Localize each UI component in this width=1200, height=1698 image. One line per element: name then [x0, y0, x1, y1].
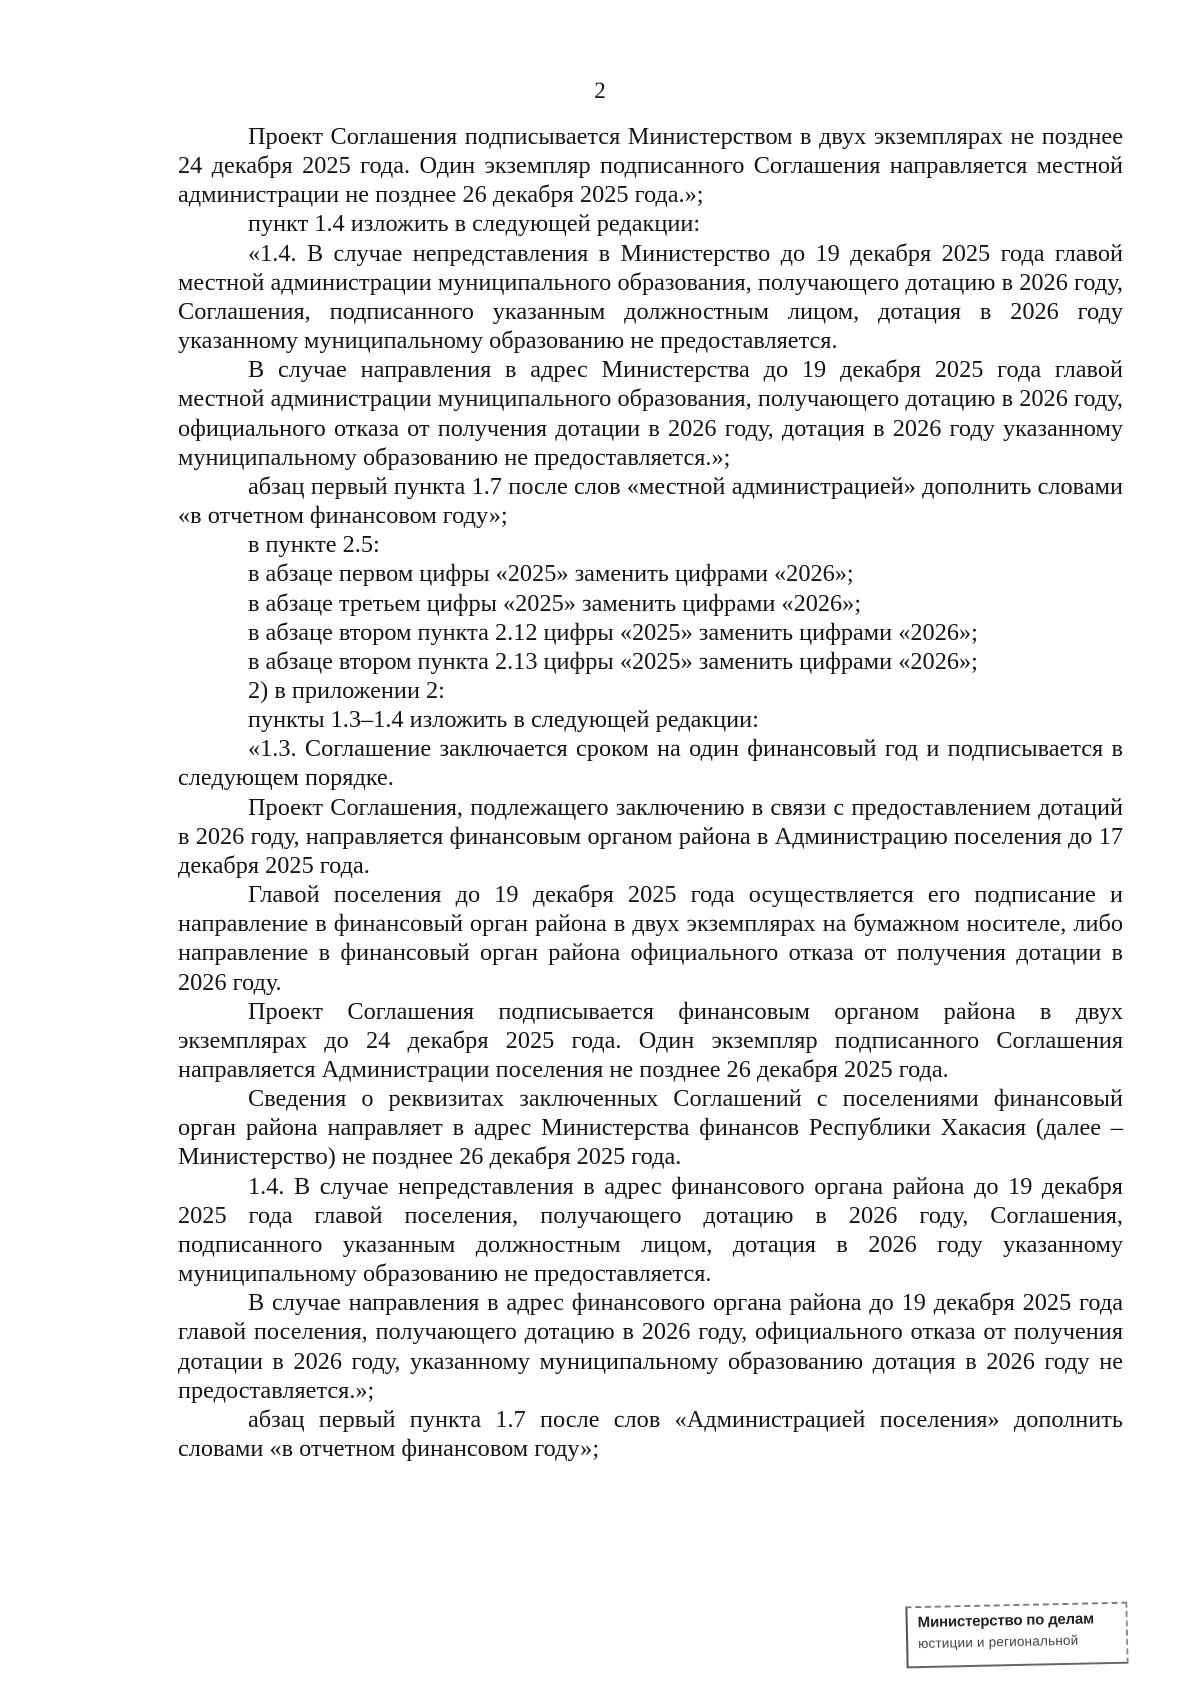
- paragraph: «1.4. В случае непредставления в Министерство до 19 декабря 2025 года главой местной администрации муниципального образования, получающего дотацию в 2026 году, Соглашения, подписанного указанным должностным лицом, дотация в 2026 году указанному муниципальному образованию не предоставляется.: [178, 239, 1123, 355]
- document-body: [178, 122, 1123, 1463]
- paragraph: в абзаце первом цифры «2025» заменить цифрами «2026»;: [248, 560, 854, 588]
- paragraph: Проект Соглашения, подлежащего заключению в связи с предоставлением дотаций в 2026 году, направляется финансовым органом района в Администрацию поселения до 17 декабря 2025 года.: [178, 793, 1123, 879]
- ministry-stamp: [905, 1602, 1128, 1669]
- paragraph: Сведения о реквизитах заключенных Соглашений с поселениями финансовый орган района направляет в адрес Министерства финансов Республики Хакасия (далее – Министерство) не позднее 26 декабря 2025 года.: [178, 1085, 1123, 1171]
- page-number: 2: [594, 78, 606, 103]
- paragraph: Проект Соглашения подписывается финансовым органом района в двух экземплярах до 24 декабря 2025 года. Один экземпляр подписанного Соглашения направляется Администрации поселения не позднее 26 декабря 2025 года.: [178, 997, 1123, 1083]
- stamp-line: юстиции и региональной: [918, 1632, 1079, 1652]
- paragraph: В случае направления в адрес Министерства до 19 декабря 2025 года главой местной администрации муниципального образования, получающего дотацию в 2026 году, официального отказа от получения дотации в 2026 году, дотация в 2026 году указанному муниципальному образованию не предоставляется.»;: [178, 356, 1123, 471]
- paragraph: В случае направления в адрес финансового органа района до 19 декабря 2025 года главой поселения, получающего дотацию в 2026 году, официального отказа от получения дотации в 2026 году, указанному муниципальному образованию дотация в 2026 году не предоставляется.»;: [178, 1289, 1123, 1404]
- paragraph: Главой поселения до 19 декабря 2025 года осуществляется его подписание и направление в финансовый орган района в двух экземплярах на бумажном носителе, либо направление в финансовый орган района официального отказа от получения дотации в 2026 году.: [178, 881, 1123, 996]
- paragraph: в пункте 2.5:: [248, 531, 380, 559]
- stamp-line: Министерство по делам: [917, 1610, 1095, 1632]
- paragraph: в абзаце втором пункта 2.13 цифры «2025» заменить цифрами «2026»;: [248, 647, 978, 675]
- paragraph: в абзаце втором пункта 2.12 цифры «2025» заменить цифрами «2026»;: [248, 618, 978, 646]
- paragraph: «1.3. Соглашение заключается сроком на один финансовый год и подписывается в следующем порядке.: [178, 735, 1123, 792]
- paragraph: абзац первый пункта 1.7 после слов «Администрацией поселения» дополнить словами «в отчетном финансовом году»;: [178, 1405, 1123, 1463]
- paragraph: 1.4. В случае непредставления в адрес финансового органа района до 19 декабря 2025 года главой поселения, получающего дотацию в 2026 году, Соглашения, подписанного указанным должностным лицом, дотация в 2026 году указанному муниципальному образованию не предоставляется.: [178, 1172, 1123, 1288]
- paragraph: Проект Соглашения подписывается Министерством в двух экземплярах не позднее 24 декабря 2025 года. Один экземпляр подписанного Соглашения направляется местной администрации не позднее 26 декабря 2025 года.»;: [178, 123, 1123, 209]
- paragraph: в абзаце третьем цифры «2025» заменить цифрами «2026»;: [248, 589, 862, 617]
- paragraph: пункты 1.3–1.4 изложить в следующей редакции:: [248, 706, 759, 734]
- paragraph: пункт 1.4 изложить в следующей редакции:: [248, 210, 701, 238]
- paragraph: 2) в приложении 2:: [248, 676, 445, 704]
- paragraph: абзац первый пункта 1.7 после слов «местной администрацией» дополнить словами «в отчетном финансовом году»;: [178, 472, 1123, 530]
